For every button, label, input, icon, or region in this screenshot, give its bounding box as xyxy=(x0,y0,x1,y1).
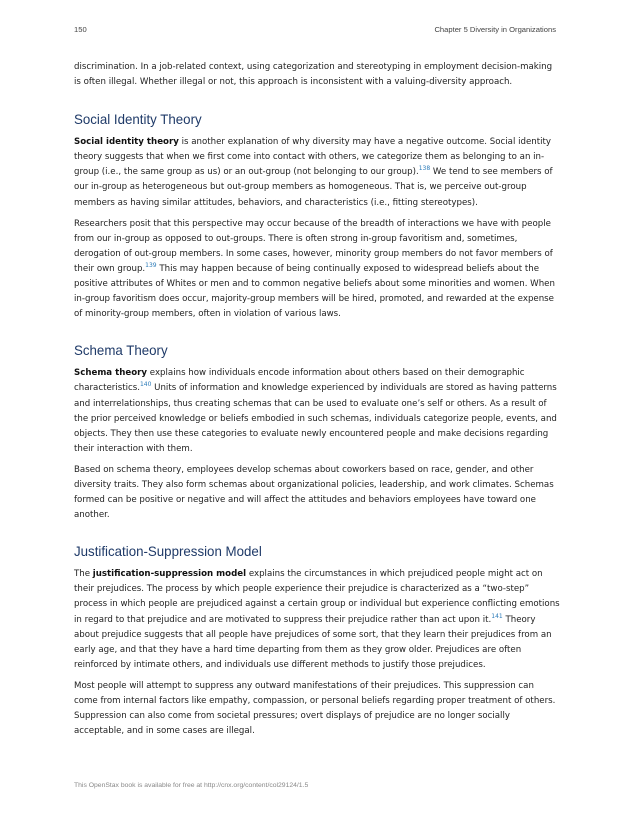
footnote-ref-139[interactable] xyxy=(145,262,156,269)
page-footer: This OpenStax book is available for free at http://cnx.org/content/col29124/1.5 xyxy=(74,782,309,789)
footnote-link[interactable]: 138 xyxy=(418,165,431,173)
paragraph-text: We tend to see members of our in-group as heterogeneous but out-group members as homogeneous. That is, we perceive out-group members as having similar attitudes, behaviors, and characteristics (i.e., fitting stereotypes). xyxy=(74,167,553,208)
social-identity-paragraph-2 xyxy=(74,217,560,323)
key-term-justification-suppression-model: justification-suppression model xyxy=(92,569,247,580)
footnote-link[interactable]: 139 xyxy=(145,261,157,269)
heading-justification-suppression-model: Justification-Suppression Model xyxy=(74,543,262,560)
footnote-ref-141[interactable] xyxy=(491,613,502,620)
intro-paragraph: discrimination. In a job-related context, using categorization and stereotyping in employment decision-making is often illegal. Whether illegal or not, this approach is inconsistent with a valuing-diversity approach. xyxy=(74,62,553,88)
page-content xyxy=(74,60,560,745)
page-number: 150 xyxy=(74,25,87,34)
paragraph-text: Theory about prejudice suggests that all people have prejudices of some sort, that they learn their prejudices from an early age, and that they have a hard time departing from them as they grow older. Prejudices are often reinforced by intimate others, and individuals use different methods to justify those prejudices. xyxy=(74,614,552,670)
justification-paragraph-1 xyxy=(74,567,560,673)
footnote-link[interactable]: 140 xyxy=(139,381,152,389)
paragraph-text: Units of information and knowledge experienced by individuals are stored as having patterns and interrelationships, thus creating schemas that can be used to evaluate one’s self or others. As a result of the prior perceived knowledge or beliefs embodied in such schemas, individuals categorize people, events, and objects. They then use these categories to evaluate newly encountered people and make decisions regarding their interaction with them. xyxy=(74,383,557,454)
footnote-link[interactable]: 141 xyxy=(491,612,503,620)
key-term-schema-theory: Schema theory xyxy=(74,368,148,379)
schema-paragraph-1 xyxy=(74,366,560,457)
paragraph-text: explains how individuals encode information about others based on their demographic characteristics. xyxy=(74,368,525,394)
heading-schema-theory: Schema Theory xyxy=(74,342,168,359)
footnote-ref-138[interactable] xyxy=(419,165,430,172)
chapter-title: Chapter 5 Diversity in Organizations xyxy=(434,25,556,34)
paragraph-text: is another explanation of why diversity may have a negative outcome. Social identity theory suggests that when we first come into contact with others, we categorize them as belonging to an in-group (i.e., the same group as us) or an out-group (not belonging to our group). xyxy=(74,137,551,178)
footnote-ref-140[interactable] xyxy=(140,381,151,388)
justification-paragraph-2: Most people will attempt to suppress any outward manifestations of their prejudices. This suppression can come from internal factors like empathy, compassion, or personal beliefs regarding proper treatment of others. Suppression can also come from societal pressures; overt displays of prejudice are no longer socially acceptable, and in some cases are illegal. xyxy=(74,680,556,737)
social-identity-paragraph-1 xyxy=(74,135,560,210)
paragraph-text: The xyxy=(74,569,93,580)
paragraph-text: This may happen because of being continually exposed to widespread beliefs about the positive attributes of Whites or men and to common negative beliefs about some minorities and women. When in-group favoritism does occur, majority-group members will be hired, promoted, and rewarded at the expense of minority-group members, often in violation of various laws. xyxy=(74,263,555,320)
key-term-social-identity-theory: Social identity theory xyxy=(74,137,179,148)
heading-social-identity-theory: Social Identity Theory xyxy=(74,111,202,128)
paragraph-text: explains the circumstances in which prejudiced people might act on their prejudices. The process by which people experience their prejudice is characterized as a “two-step” process in which people are prejudiced against a certain group or individual but experience conflicting emotions in regard to that prejudice and are motivated to suppress their prejudice rather than act upon it. xyxy=(74,569,560,625)
paragraph-text: Researchers posit that this perspective may occur because of the breadth of interactions we have with people from our in-group as opposed to out-groups. There is often strong in-group favoritism and, sometimes, derogation of out-group members. In some cases, however, minority group members do not favor members of their own group. xyxy=(74,218,553,274)
running-header xyxy=(74,25,556,37)
schema-paragraph-2: Based on schema theory, employees develop schemas about coworkers based on race, gender, and other diversity traits. They also form schemas about organizational policies, leadership, and work climates. Schemas formed can be positive or negative and will affect the attitudes and behaviors employees have toward one another. xyxy=(74,464,554,521)
